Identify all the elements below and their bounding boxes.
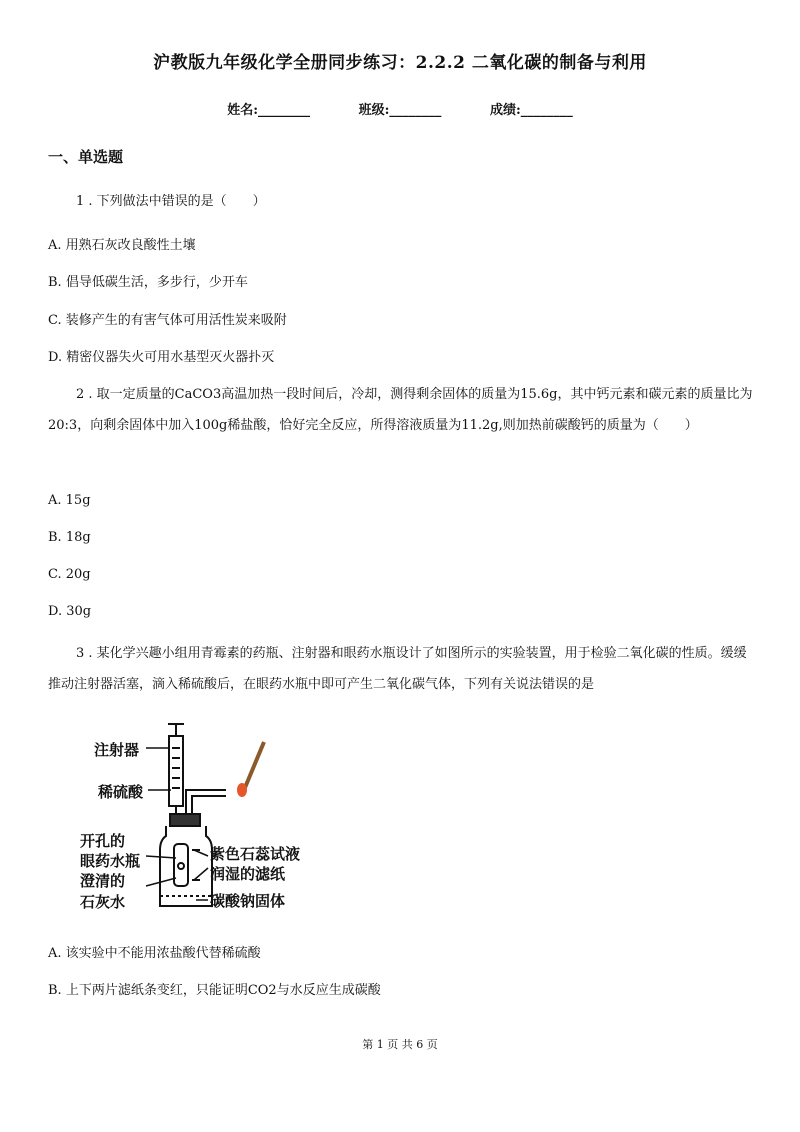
option-b: B. 上下两片滤纸条变红，只能证明CO2与水反应生成碳酸 xyxy=(48,983,381,998)
option-d: D. 精密仪器失火可用水基型灭火器扑灭 xyxy=(48,350,275,365)
label-litmus-2: 润湿的滤纸 xyxy=(210,865,286,883)
question-3 xyxy=(48,638,758,700)
option-b: B. 18g xyxy=(48,530,91,545)
label-lime-1: 澄清的 xyxy=(80,872,126,890)
label-acid: 稀硫酸 xyxy=(98,783,144,801)
page-footer: 第 1 页 共 6 页 xyxy=(362,1038,438,1051)
option-a: A. 15g xyxy=(48,493,91,508)
question-1 xyxy=(48,186,758,217)
question-stem: 2 . 取一定质量的CaCO3高温加热一段时间后，冷却，测得剩余固体的质量为15.6g，其中钙元素和碳元素的质量比为20:3，向剩余固体中加入100g稀盐酸，恰好完全反应，所得溶液质量为11.2g,则加热前碳酸钙的质量为（ ） xyxy=(48,387,753,433)
label-syringe: 注射器 xyxy=(94,741,140,759)
label-litmus-1: 紫色石蕊试液 xyxy=(210,845,301,863)
section-title: 一、单选题 xyxy=(48,148,124,166)
option-c: C. 20g xyxy=(48,567,91,582)
label-bottle-2: 眼药水瓶 xyxy=(80,852,141,870)
option-a: A. 用熟石灰改良酸性土壤 xyxy=(48,238,196,253)
label-carbonate: 碳酸钠固体 xyxy=(210,892,286,910)
page-title: 沪教版九年级化学全册同步练习：2.2.2 二氧化碳的制备与利用 xyxy=(153,53,647,73)
experiment-apparatus-figure xyxy=(76,718,326,916)
label-bottle-1: 开孔的 xyxy=(80,832,126,850)
burning-match-icon xyxy=(237,742,264,797)
question-stem: 3 . 某化学兴趣小组用青霉素的药瓶、注射器和眼药水瓶设计了如图所示的实验装置，用于检验二氧化碳的性质。缓缓推动注射器活塞，滴入稀硫酸后，在眼药水瓶中即可产生二氧化碳气体，下列有关说法错误的是 xyxy=(48,646,747,692)
student-info xyxy=(0,99,800,118)
question-2 xyxy=(48,379,758,441)
delivery-tube-icon xyxy=(186,790,226,814)
option-d: D. 30g xyxy=(48,604,92,619)
name-field: 姓名:________ xyxy=(227,103,311,118)
option-c: C. 装修产生的有害气体可用活性炭来吸附 xyxy=(48,313,287,328)
option-b: B. 倡导低碳生活，多步行，少开车 xyxy=(48,275,248,290)
bottle-icon xyxy=(160,814,212,906)
label-lime-2: 石灰水 xyxy=(80,893,126,911)
class-field: 班级:________ xyxy=(358,103,442,118)
score-field: 成绩:________ xyxy=(489,103,573,118)
syringe-icon xyxy=(168,724,184,818)
option-a: A. 该实验中不能用浓盐酸代替稀硫酸 xyxy=(48,946,261,961)
question-stem: 1 . 下列做法中错误的是（ ） xyxy=(76,194,266,209)
